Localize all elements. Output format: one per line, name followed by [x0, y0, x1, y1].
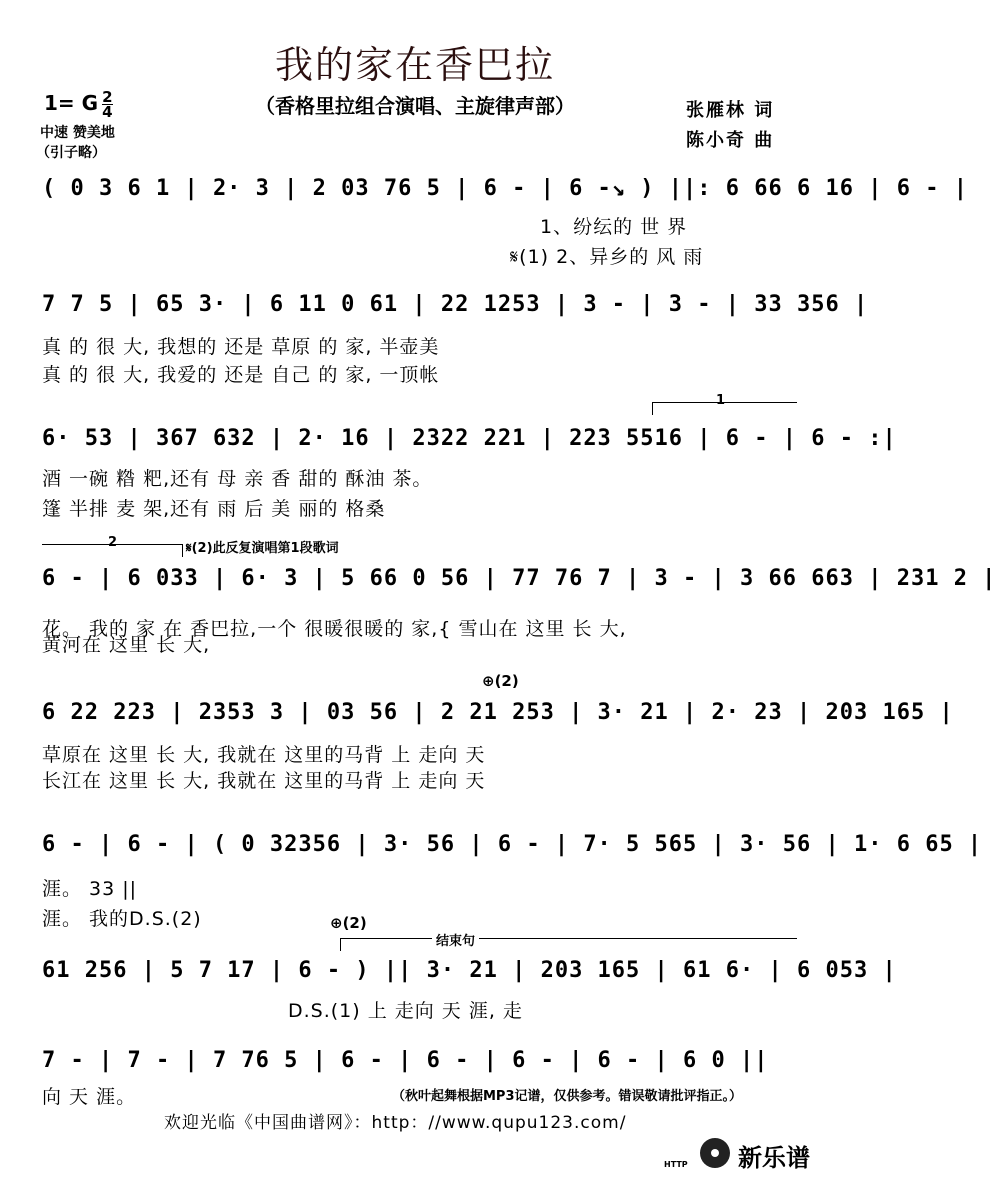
page-subtitle: （香格里拉组合演唱、主旋律声部） [255, 94, 575, 118]
key-signature: 1= G $\frac{2}{4}$ [44, 88, 113, 121]
score-line-3: 6· 53 | 367 632 | 2· 16 | 2322 221 | 223 5516 | 6 - | 6 - :| [42, 426, 897, 451]
lyric-line-7: D.S.(1) 上 走向 天 涯, 走 [288, 1000, 523, 1022]
lyric-line-8: 向 天 涯。 [42, 1086, 137, 1108]
record-disc-icon [700, 1138, 730, 1168]
lyric-line-5a: 草原在 这里 长 大, 我就在 这里的马背 上 走向 天 [42, 744, 486, 766]
time-signature: $\frac{2}{4}$ [102, 88, 113, 121]
score-line-1: ( 0 3 6 1 | 2· 3 | 2 03 76 5 | 6 - | 6 -↘ ) ||: 6 66 6 16 | 6 - | [42, 176, 968, 201]
ending-label: 结束句 [432, 930, 479, 949]
ending-bracket [340, 938, 797, 951]
lyric-line-2a: 真 的 很 大, 我想的 还是 草原 的 家, 半壶美 [42, 336, 440, 358]
lyric-line-1b: 𝄋(1) 2、异乡的 风 雨 [510, 246, 704, 268]
lyric-line-6a: 涯。 33 || [42, 878, 138, 900]
lyricist-credit: 张雁林 词 [686, 100, 775, 121]
site-logo: 新乐谱 [738, 1144, 810, 1172]
lyric-line-3a: 酒 一碗 糌 粑,还有 母 亲 香 甜的 酥油 茶。 [42, 468, 433, 490]
lyric-line-4b: 黄河在 这里 长 大, [42, 634, 211, 656]
score-line-5: 6 22 223 | 2353 3 | 03 56 | 2 21 253 | 3· 21 | 2· 23 | 203 165 | [42, 700, 954, 725]
volta-2-label: 2 [108, 535, 118, 550]
score-line-7: 61 256 | 5 7 17 | 6 - ) || 3· 21 | 203 165 | 61 6· | 6 053 | [42, 958, 897, 983]
lyric-line-2b: 真 的 很 大, 我爱的 还是 自己 的 家, 一顶帐 [42, 364, 440, 386]
transcriber-note: （秋叶起舞根据MP3记谱，仅供参考。错误敬请批评指正。） [392, 1089, 743, 1104]
lyric-line-5b: 长江在 这里 长 大, 我就在 这里的马背 上 走向 天 [42, 770, 486, 792]
footer-site-credit: 欢迎光临《中国曲谱网》：http：//www.qupu123.com/ [164, 1113, 627, 1133]
lyric-line-4a: 花。 我的 家 在 香巴拉,一个 很暖很暖的 家,{ 雪山在 这里 长 大, [42, 618, 627, 640]
lyric-line-3b: 篷 半排 麦 架,还有 雨 后 美 丽的 格桑 [42, 498, 386, 520]
lyric-line-6b: 涯。 我的D.S.(2) [42, 908, 202, 930]
ds-instruction: 𝄋(2)此反复演唱第1段歌词 [186, 541, 339, 556]
score-line-6: 6 - | 6 - | ( 0 32356 | 3· 56 | 6 - | 7· 5 565 | 3· 56 | 1· 6 65 | [42, 832, 983, 857]
score-line-2: 7 7 5 | 65 3· | 6 11 0 61 | 22 1253 | 3 - | 3 - | 33 356 | [42, 292, 869, 317]
coda-sign-2: ⊕(2) [330, 914, 367, 932]
tempo-marking: 中速 赞美地 [40, 125, 115, 141]
lyric-line-1a: 1、纷纭的 世 界 [540, 216, 688, 238]
volta-1-label: 1 [716, 393, 726, 408]
score-line-4: 6 - | 6 033 | 6· 3 | 5 66 0 56 | 77 76 7 | 3 - | 3 66 663 | 231 2 | [42, 566, 996, 591]
score-line-8: 7 - | 7 - | 7 76 5 | 6 - | 6 - | 6 - | 6 - | 6 0 || [42, 1048, 769, 1073]
logo-small-text: HTTP [664, 1160, 688, 1169]
intro-note: （引子略） [36, 145, 106, 161]
page-title: 我的家在香巴拉 [274, 43, 555, 87]
composer-credit: 陈小奇 曲 [686, 130, 775, 151]
coda-sign-1: ⊕(2) [482, 672, 519, 690]
